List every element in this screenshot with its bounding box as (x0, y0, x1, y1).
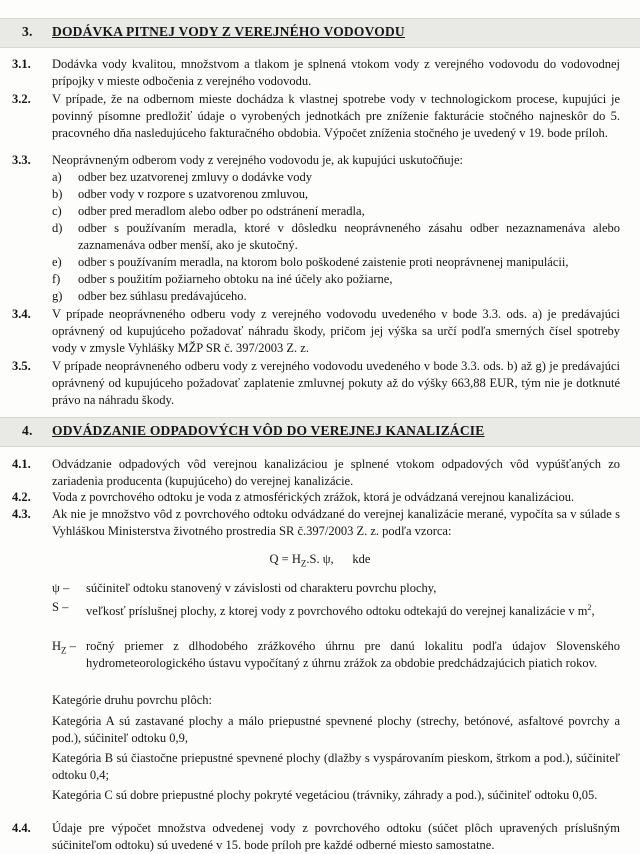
clause-text: Údaje pre výpočet množstva odvedenej vody z povrchového odtoku (súčet plôch upravených príslušným súčiniteľom odtoku) sú uvedené v 15. bode príloh pre každé odberné miesto samostatne. (52, 821, 620, 852)
clause-text: V prípade neoprávneného odberu vody z verejného vodovodu uvedeného v bode 3.3. ods. b) až g) je predávajúci oprávnený od kupujúceho požadovať zaplatenie zmluvnej pokuty až do výšky 663,88 EUR, tým nie je dotknuté právo na náhradu škody. (52, 359, 620, 407)
category-c: Kategória C sú dobre priepustné plochy pokryté vegetáciou (trávniky, záhrady a pod.), súčiniteľ odtoku 0,05. (52, 788, 598, 802)
definition-symbol-main: H (52, 639, 62, 653)
list-letter: f) (52, 272, 61, 286)
list-letter: a) (52, 170, 62, 184)
definition-symbol (52, 638, 84, 660)
clause-number: 4.3. (12, 507, 31, 521)
list-text: odber pred meradlom alebo odber po odstránení meradla, (78, 204, 365, 218)
definition-tail: , (591, 604, 595, 619)
list-letter: c) (52, 204, 62, 218)
clause-text: Voda z povrchového odtoku je voda z atmosférických zrážok, ktorá je odvádzaná verejnou kanalizáciou. (52, 490, 575, 504)
definition-text-main: veľkosť príslušnej plochy, z ktorej vody z povrchového odtoku odtekajú do verejnej kanalizácie v m (86, 604, 588, 619)
definition-symbol-subscript: Z (61, 645, 67, 656)
categories-title: Kategórie druhu povrchu plôch: (52, 693, 213, 707)
list-text: odber bez uzatvorenej zmluvy o dodávke vody (78, 170, 312, 184)
section-title: ODVÁDZANIE ODPADOVÝCH VÔD DO VEREJNEJ KANALIZÁCIE (52, 423, 485, 438)
list-text: odber s používaním meradla, ktoré v dôsledku neoprávneného zásahu odber nezaznamenáva alebo zaznamenáva odber menší, ako je skutočný. (78, 221, 620, 252)
definition-text: súčiniteľ odtoku stanovený v závislosti od charakteru povrchu plochy, (86, 581, 437, 595)
clause-number: 4.2. (12, 490, 31, 504)
section-3-heading (0, 18, 640, 48)
clause-text: V prípade, že na odbernom mieste dochádza k vlastnej spotrebe vody v technologickom procese, kupujúci je povinný písomne predložiť údaje o vyrobených jednotkách pre zníženie fakturácie stočného najneskôr do 5. pracovného dňa nasledujúceho fakturačného obdobia. Výpočet zníženia stočného je uvedený v 19. bode príloh. (52, 92, 620, 140)
list-letter: g) (52, 289, 63, 303)
definition-superscript: 2 (587, 603, 592, 612)
clause-text: Ak nie je množstvo vôd z povrchového odtoku odvádzané do verejnej kanalizácie merané, vypočíta sa v súlade s Vyhláškou Ministerstva životného prostredia SR č.397/2003 Z. z. podľa vzorca: (52, 507, 620, 538)
category-a: Kategória A sú zastavané plochy a málo priepustné spevnené plochy (strechy, betónové, asfaltové povrchy a pod.), súčiniteľ odtoku 0,9, (52, 714, 620, 745)
list-letter: b) (52, 187, 63, 201)
definition-symbol: ψ – (52, 581, 70, 595)
definition-text (86, 599, 620, 620)
section-4-heading (0, 417, 640, 447)
formula-lhs: Q = H (269, 552, 301, 566)
definition-symbol: S – (52, 600, 69, 614)
clause-number: 3.2. (12, 92, 31, 106)
clause-number: 3.1. (12, 57, 31, 71)
clause-number: 4.4. (12, 821, 31, 835)
clause-text: Neoprávneným odberom vody z verejného vodovodu je, ak kupujúci uskutočňuje: (52, 153, 464, 167)
clause-text: Dodávka vody kvalitou, množstvom a tlakom je splnená vtokom vody z verejného vodovodu do vodovodnej prípojky v mieste odbočenia z verejného vodovodu. (52, 57, 620, 88)
list-text: odber bez súhlasu predávajúceho. (78, 289, 247, 303)
clause-number: 3.3. (12, 153, 31, 167)
clause-number: 4.1. (12, 457, 31, 471)
clause-text: Odvádzanie odpadových vôd verejnou kanalizáciou je splnené vtokom odpadových vôd vypúšťaných zo zariadenia producenta (kupujúceho) do verejnej kanalizácie. (52, 457, 620, 488)
formula-rhs: .S. ψ, (306, 552, 334, 566)
clause-text: V prípade neoprávneného odberu vody z verejného vodovodu uvedeného v bode 3.3. ods. a) je predávajúci oprávnený od kupujúceho požadovať náhradu škody, pričom jej výška sa určí podľa smerných čísel spotreby vody v zmysle Vyhlášky MŽP SR č. 397/2003 Z. z. (52, 307, 620, 355)
clause-number: 3.5. (12, 359, 31, 373)
formula (0, 551, 640, 573)
definition-text: ročný priemer z dlhodobého zrážkového úhrnu pre danú lokalitu podľa údajov Slovenského hydrometeorologického ústavu vypočítaný z úhrnu zrážok za obdobie predchádzajúcich piatich rokov. (86, 639, 620, 670)
section-number: 4. (22, 423, 33, 438)
category-b: Kategória B sú čiastočne priepustné spevnené plochy (dlažby s vyspárovaním pieskom, štrkom a pod.), súčiniteľ odtoku 0,4; (52, 751, 620, 782)
definition-symbol-tail: – (66, 639, 76, 653)
list-letter: e) (52, 255, 62, 269)
list-letter: d) (52, 221, 63, 235)
list-text: odber s použitím požiarneho obtoku na iné účely ako požiarne, (78, 272, 393, 286)
list-text: odber vody v rozpore s uzatvorenou zmluvou, (78, 187, 309, 201)
section-title: DODÁVKA PITNEJ VODY Z VEREJNÉHO VODOVODU (52, 24, 405, 39)
clause-number: 3.4. (12, 307, 31, 321)
formula-kde: kde (352, 552, 371, 566)
list-text: odber s používaním meradla, na ktorom bolo poškodené zaistenie proti neoprávnenej manipulácii, (78, 255, 569, 269)
section-number: 3. (22, 24, 33, 39)
formula-subscript: Z (300, 558, 307, 569)
